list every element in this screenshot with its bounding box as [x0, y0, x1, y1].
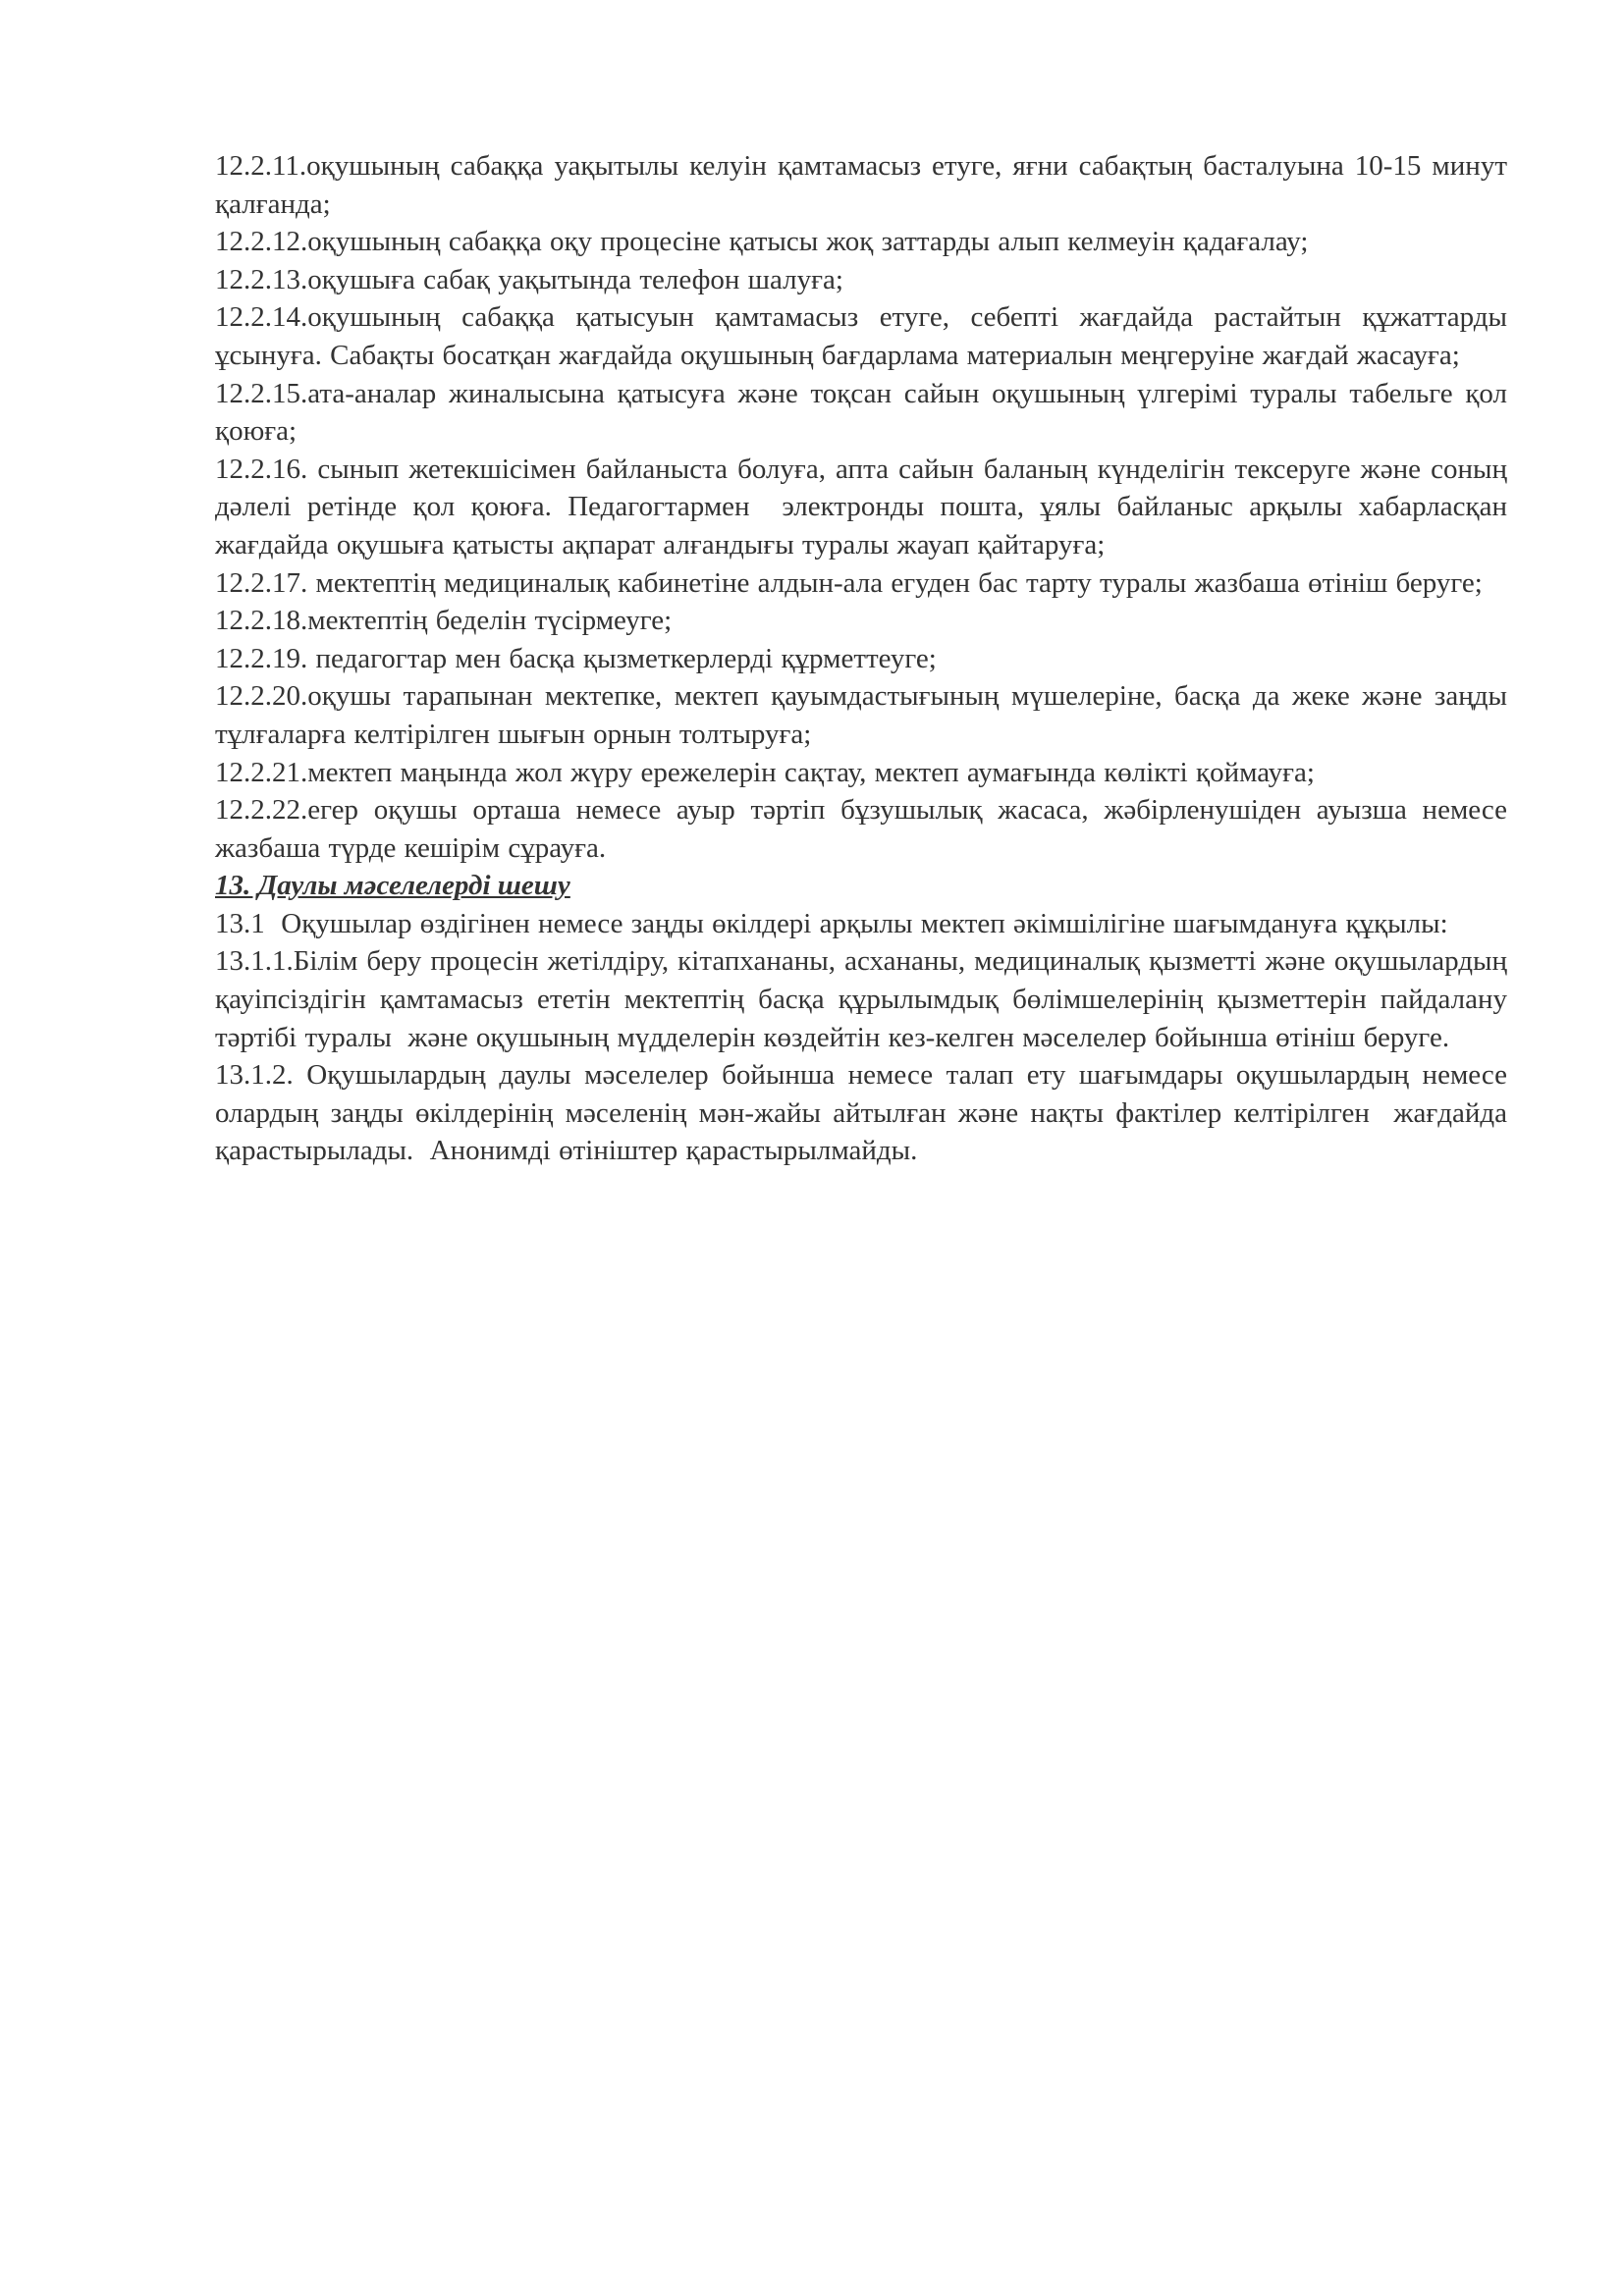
section-13-heading: 13. Даулы мәселелерді шешу	[215, 870, 570, 902]
clause-12-2-14: 12.2.14.оқушының сабаққа қатысуын қамтамасыз етуге, себепті жағдайда растайтын құжаттарды ұсынуға. Сабақты босатқан жағдайда оқушының бағдарлама материалын меңгеруіне жағдай жасауға;	[215, 301, 1516, 371]
clause-12-2-20: 12.2.20.оқушы тарапынан мектепке, мектеп қауымдастығының мүшелеріне, басқа да жеке және заңды тұлғаларға келтірілген шығын орнын толтыруға;	[215, 680, 1516, 750]
clause-12-2-22: 12.2.22.егер оқушы орташа немесе ауыр тәртіп бұзушылық жасаса, жәбірленушіден ауызша немесе жазбаша түрде кешірім сұрауға.	[215, 794, 1516, 864]
clause-12-2-21: 12.2.21.мектеп маңында жол жүру ережелерін сақтау, мектеп аумағында көлікті қоймауға;	[215, 756, 1315, 788]
clause-12-2-19: 12.2.19. педагогтар мен басқа қызметкерлерді құрметтеуге;	[215, 642, 937, 674]
clause-12-2-13: 12.2.13.оқушыға сабақ уақытында телефон шалуға;	[215, 263, 843, 295]
document-text-block	[215, 147, 1516, 1170]
clause-12-2-18: 12.2.18.мектептің беделін түсірмеуге;	[215, 605, 673, 637]
clause-12-2-17: 12.2.17. мектептің медициналық кабинетіне алдын-ала егуден бас тарту туралы жазбаша өтініш беруге;	[215, 566, 1483, 599]
clause-12-2-16: 12.2.16. сынып жетекшісімен байланыста болуға, апта сайын баланың күнделігін тексеруге және соның дәлелі ретінде қол қоюға. Педагогтармен электронды пошта, ұялы байланыс арқылы хабарласқан жағдайда оқушыға қатысты ақпарат алғандығы туралы жауап қайтаруға;	[215, 453, 1516, 561]
clause-13-1: 13.1 Оқушылар өздігінен немесе заңды өкілдері арқылы мектеп әкімшілігіне шағымдануға құқылы:	[215, 907, 1448, 939]
clause-12-2-11: 12.2.11.оқушының сабаққа уақытылы келуін қамтамасыз етуге, яғни сабақтың басталуына 10-15 минут қалғанда;	[215, 150, 1516, 220]
clause-12-2-12: 12.2.12.оқушының сабаққа оқу процесіне қатысы жоқ заттарды алып келмеуін қадағалау;	[215, 226, 1309, 258]
clause-13-1-2: 13.1.2. Оқушылардың даулы мәселелер бойынша немесе талап ету шағымдары оқушылардың немесе олардың заңды өкілдерінің мәселенің мән-жайы айтылған және нақты фактілер келтірілген жағдайда қарастырылады. Анонимді өтініштер қарастырылмайды.	[215, 1059, 1516, 1167]
clause-13-1-1: 13.1.1.Білім беру процесін жетілдіру, кітапхананы, асхананы, медициналық қызметті және оқушылардың қауіпсіздігін қамтамасыз ететін мектептің басқа құрылымдық бөлімшелерінің қызметтерін пайдалану тәртібі туралы және оқушының мүдделерін көздейтін кез-келген мәселелер бойынша өтініш беруге.	[215, 945, 1516, 1053]
clause-12-2-15: 12.2.15.ата-аналар жиналысына қатысуға және тоқсан сайын оқушының үлгерімі туралы табельге қол қоюға;	[215, 377, 1516, 448]
